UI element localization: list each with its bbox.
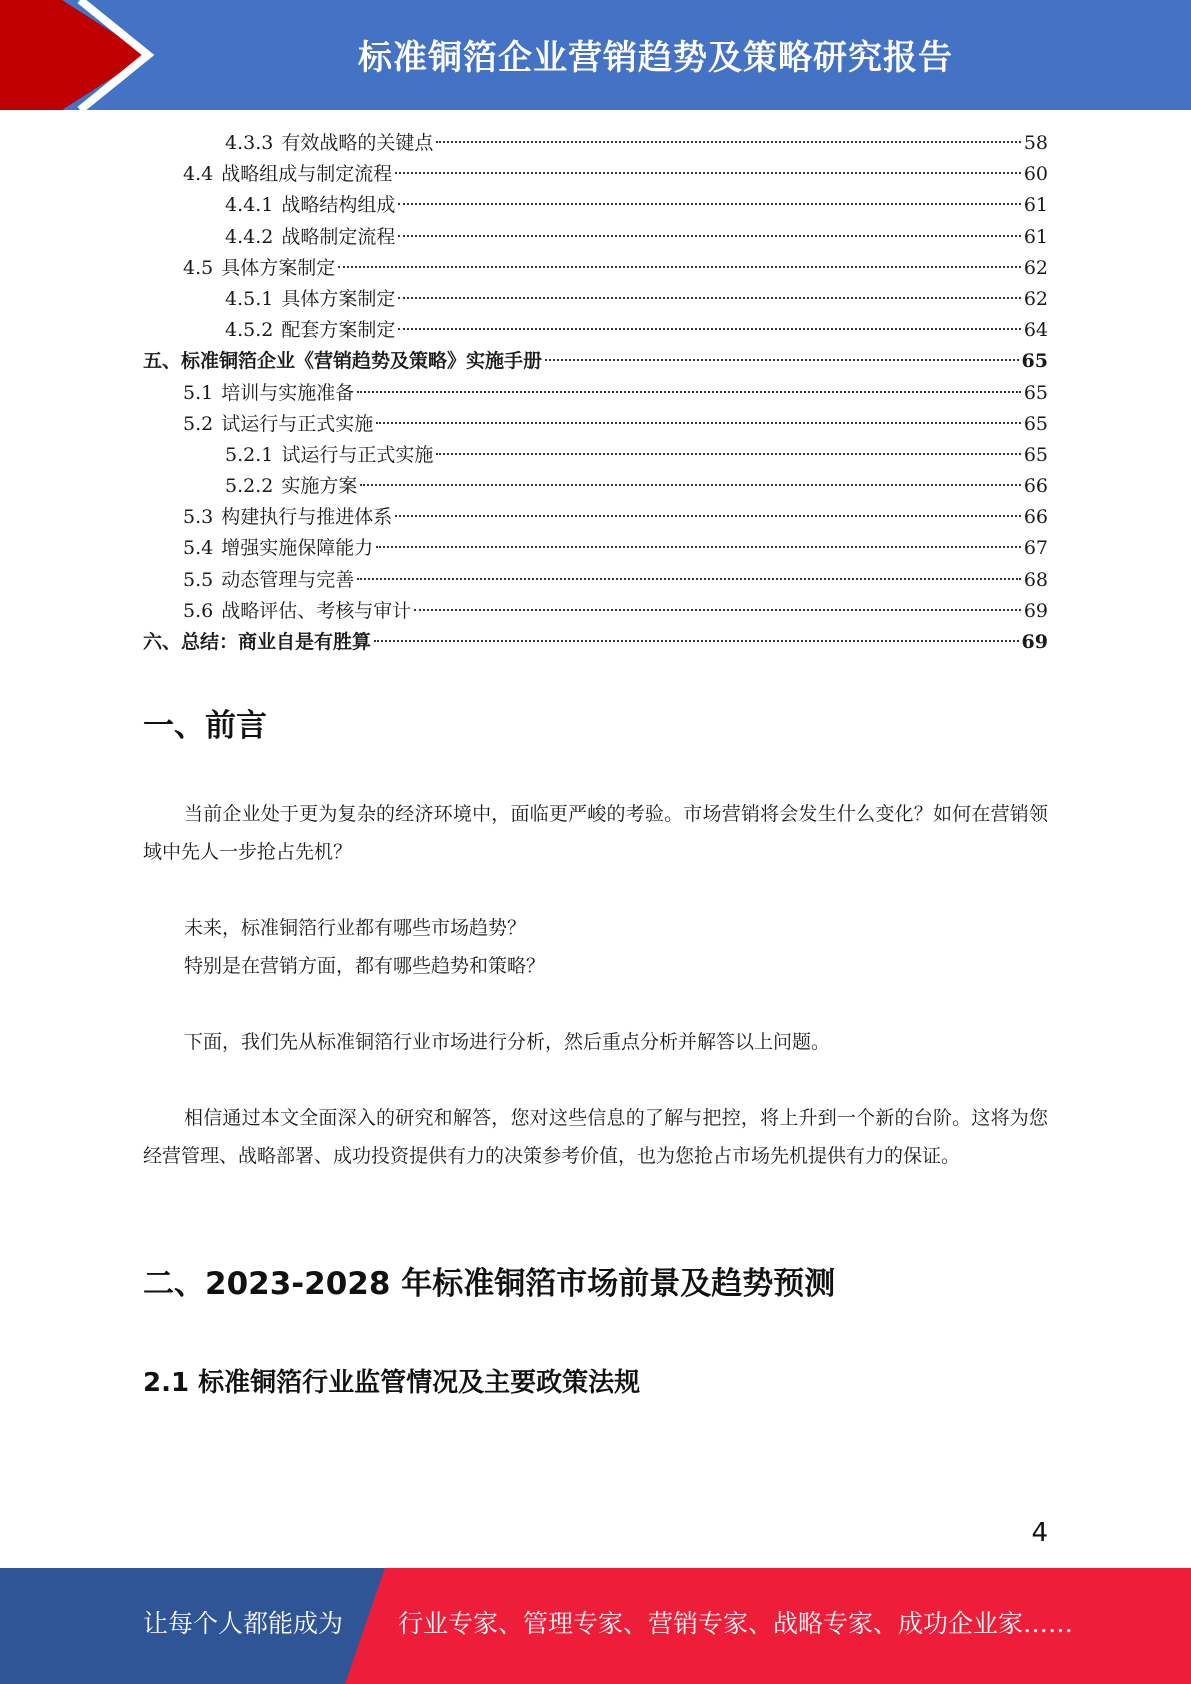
toc-entry[interactable] [143,565,1048,596]
toc-entry-number: 4.5.2 [225,319,274,342]
toc-entry[interactable] [143,596,1048,627]
toc-entry-page: 65 [1023,443,1048,466]
page-footer [0,1568,1191,1684]
toc-entry-page: 69 [1023,599,1048,622]
toc-leader-dots [374,640,1019,642]
toc-entry-title: 配套方案制定 [281,319,396,342]
footer-slogan-right: 行业专家、管理专家、营销专家、战略专家、成功企业家…… [398,1609,1074,1638]
toc-entry[interactable] [143,159,1048,190]
toc-entry-number: 4.5 [183,256,214,279]
preface-paragraph-1: 当前企业处于更为复杂的经济环境中，面临更严峻的考验。市场营销将会发生什么变化？如何在营销领域中先人一步抢占先机？ [143,803,1048,863]
toc-entry-title: 战略结构组成 [281,194,396,217]
toc-entry-page: 66 [1023,475,1048,498]
toc-entry[interactable] [143,128,1048,159]
toc-entry-page: 61 [1023,194,1048,217]
toc-entry-number: 4.4.2 [225,225,274,248]
section-heading-preface: 一、前言 [143,708,267,744]
toc-entry[interactable] [143,440,1048,471]
toc-entry-title: 战略评估、考核与审计 [221,599,412,622]
toc-entry-number: 4.4 [183,163,214,186]
toc-entry-title: 构建执行与推进体系 [221,506,393,529]
subsection-heading-regulation: 2.1 标准铜箔行业监管情况及主要政策法规 [143,1368,641,1398]
toc-entry-title: 具体方案制定 [281,287,396,310]
toc-entry-title: 培训与实施准备 [221,381,355,404]
table-of-contents [143,128,1048,658]
toc-entry[interactable] [143,409,1048,440]
preface-question-1: 未来，标准铜箔行业都有哪些市场趋势？ [184,917,527,939]
toc-leader-dots [395,515,1021,517]
toc-entry-title: 战略制定流程 [281,225,396,248]
toc-leader-dots [357,578,1021,580]
toc-entry-number: 4.5.1 [225,287,274,310]
preface-question-2: 特别是在营销方面，都有哪些趋势和策略？ [184,955,546,977]
toc-entry-title: 六、总结：商业自是有胜算 [143,631,372,653]
toc-entry-number: 5.6 [183,599,214,622]
toc-leader-dots [398,328,1020,330]
toc-entry-number: 5.2.2 [225,475,274,498]
preface-paragraph-2: 下面，我们先从标准铜箔行业市场进行分析，然后重点分析并解答以上问题。 [184,1031,831,1053]
toc-entry-page: 68 [1023,568,1048,591]
toc-entry-number: 5.4 [183,537,214,560]
toc-entry-title: 动态管理与完善 [221,568,355,591]
section-heading-market-outlook: 二、2023-2028 年标准铜箔市场前景及趋势预测 [143,1266,836,1302]
toc-entry-page: 62 [1023,256,1048,279]
toc-entry-title: 具体方案制定 [221,256,336,279]
toc-entry-title: 战略组成与制定流程 [221,163,393,186]
toc-leader-dots [376,546,1021,548]
toc-entry-title: 增强实施保障能力 [221,537,374,560]
toc-entry-number: 4.4.1 [225,194,274,217]
toc-leader-dots [398,235,1020,237]
toc-entry-title: 试运行与正式实施 [221,412,374,435]
toc-entry-page: 66 [1023,506,1048,529]
toc-entry[interactable] [143,190,1048,221]
toc-leader-dots [436,141,1020,143]
toc-leader-dots [338,266,1021,268]
toc-entry-number: 4.3.3 [225,132,274,154]
toc-leader-dots [360,484,1020,486]
toc-entry-title: 实施方案 [281,475,358,498]
toc-entry-page: 67 [1023,537,1048,560]
toc-leader-dots [357,391,1021,393]
toc-entry-page: 64 [1023,319,1048,342]
footer-slogan-left: 让每个人都能成为 [143,1609,344,1638]
toc-entry-page: 58 [1023,132,1048,154]
toc-leader-dots [395,172,1021,174]
toc-entry[interactable] [143,471,1048,502]
toc-entry-page: 69 [1021,631,1048,653]
toc-entry[interactable] [143,533,1048,564]
toc-entry-page: 60 [1023,163,1048,186]
toc-entry[interactable] [143,222,1048,253]
toc-entry-title: 五、标准铜箔企业《营销趋势及策略》实施手册 [143,350,543,373]
toc-leader-dots [398,203,1020,205]
toc-entry[interactable] [143,315,1048,346]
toc-entry-number: 5.3 [183,506,214,529]
toc-entry-number: 5.2 [183,412,214,435]
toc-entry[interactable] [143,627,1048,658]
toc-entry-number: 5.5 [183,568,214,591]
toc-entry[interactable] [143,284,1048,315]
toc-leader-dots [414,609,1021,611]
page-number: 4 [1031,1518,1048,1548]
toc-entry[interactable] [143,502,1048,533]
toc-leader-dots [398,297,1020,299]
toc-leader-dots [376,422,1021,424]
preface-paragraph-3: 相信通过本文全面深入的研究和解答，您对这些信息的了解与把控，将上升到一个新的台阶。这将为您经营管理、战略部署、成功投资提供有力的决策参考价值，也为您抢占市场先机提供有力的保证。 [143,1107,1048,1167]
toc-entry-page: 61 [1023,225,1048,248]
toc-entry-page: 62 [1023,287,1048,310]
page-header [0,0,1191,110]
toc-entry-page: 65 [1023,412,1048,435]
report-title: 标准铜箔企业营销趋势及策略研究报告 [358,38,953,78]
toc-entry-number: 5.2.1 [225,443,274,466]
toc-entry[interactable] [143,378,1048,409]
toc-entry[interactable] [143,253,1048,284]
toc-entry-number: 5.1 [183,381,214,404]
toc-leader-dots [545,359,1019,361]
toc-entry-page: 65 [1021,350,1048,373]
toc-leader-dots [436,453,1020,455]
toc-entry-title: 试运行与正式实施 [281,443,434,466]
toc-entry[interactable] [143,346,1048,377]
toc-entry-page: 65 [1023,381,1048,404]
toc-entry-title: 有效战略的关键点 [281,132,434,154]
